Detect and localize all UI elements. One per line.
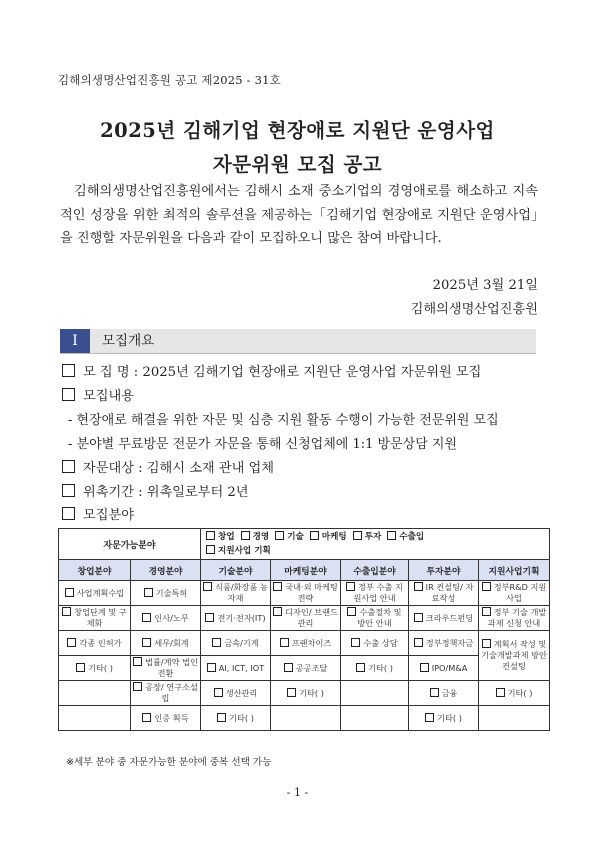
table-row xyxy=(59,706,550,731)
section-header xyxy=(60,329,536,354)
field-option-label: 수출 상담 xyxy=(363,637,398,648)
option-management[interactable]: 경영 xyxy=(241,532,270,542)
checkbox-icon[interactable] xyxy=(76,663,85,672)
table-cell xyxy=(479,706,550,731)
table-cell xyxy=(131,606,201,631)
option-export-import[interactable]: 수출입 xyxy=(387,532,424,542)
announcement-date: 2025년 3월 21일 xyxy=(432,278,538,293)
table-row xyxy=(59,581,550,606)
checkbox-icon xyxy=(387,531,396,540)
table-cell xyxy=(201,631,271,656)
table-cell xyxy=(409,656,479,681)
field-option-label: 식품/화장품 농자재 xyxy=(215,582,268,603)
checkbox-icon[interactable] xyxy=(214,688,223,697)
checkbox-icon xyxy=(241,531,250,540)
checkbox-icon[interactable] xyxy=(207,663,216,672)
table-cell xyxy=(409,706,479,731)
checkbox-icon xyxy=(62,388,75,401)
option-startup[interactable]: 창업 xyxy=(206,532,235,542)
fields-table xyxy=(58,528,550,731)
field-option-label: 정부R&D 지원사업 xyxy=(493,582,547,603)
table-body xyxy=(59,581,550,731)
field-option-label: 전기·전자(IT) xyxy=(217,612,266,623)
table-cell xyxy=(131,581,201,606)
checkbox-icon[interactable] xyxy=(420,663,429,672)
checkbox-icon[interactable] xyxy=(284,663,293,672)
field-option-label: 금속/기계 xyxy=(224,637,259,648)
item-period: 위촉기간 : 위촉일로부터 2년 xyxy=(62,481,249,500)
field-option-label: 생산관리 xyxy=(225,687,258,698)
table-cell xyxy=(479,606,550,631)
checkbox-icon[interactable] xyxy=(482,582,491,591)
table-row xyxy=(59,606,550,631)
field-option-label: 인사/노무 xyxy=(154,612,189,623)
checkbox-icon[interactable] xyxy=(205,613,214,622)
field-option-label: 기타( ) xyxy=(437,712,462,723)
checkbox-icon xyxy=(353,531,362,540)
field-option-label: 기타( ) xyxy=(299,687,324,698)
field-option-label: 정부정책자금 xyxy=(425,637,474,648)
organization-name: 김해의생명산업진흥원 xyxy=(410,302,538,317)
checkbox-icon[interactable] xyxy=(414,582,423,591)
field-option-label: 창업단계 및 구체화 xyxy=(74,607,127,628)
field-option-label: 기술특허 xyxy=(155,587,188,598)
field-option-label: 세무/회계 xyxy=(154,637,189,648)
table-cell xyxy=(479,631,550,681)
column-header: 지원사업기획 xyxy=(479,560,550,581)
table-cell xyxy=(271,581,341,606)
checkbox-icon[interactable] xyxy=(67,638,76,647)
option-technology[interactable]: 기술 xyxy=(275,532,304,542)
field-option-label: 사업계획수립 xyxy=(76,587,125,598)
field-option-label: 공장/ 연구소설립 xyxy=(145,682,198,703)
table-cell xyxy=(271,656,341,681)
table-cell xyxy=(409,606,479,631)
field-option-label: 정부 수출 지원사업 안내 xyxy=(353,582,403,603)
item-target: 자문대상 : 김해시 소재 관내 업체 xyxy=(62,457,274,476)
sub-item: - 현장애로 해결을 위한 자문 및 심층 지원 활동 수행이 가능한 전문위원 모집 xyxy=(68,413,499,428)
field-option-label: 국내·외 마케팅 전략 xyxy=(285,582,338,603)
checkbox-icon[interactable] xyxy=(482,639,491,648)
table-cell xyxy=(341,656,409,681)
table-cell xyxy=(131,631,201,656)
field-option-label: 정부 기술 개발과제 신청 안내 xyxy=(487,607,547,628)
checkbox-icon xyxy=(62,364,75,377)
table-row xyxy=(59,631,550,656)
table-cell xyxy=(341,581,409,606)
checkbox-icon[interactable] xyxy=(356,663,365,672)
table-cell xyxy=(59,656,131,681)
checkbox-icon xyxy=(62,484,75,497)
field-option-label: 기타( ) xyxy=(229,712,254,723)
field-option-label: IR 컨설팅/ 자료작성 xyxy=(425,582,474,603)
table-header-row xyxy=(59,560,550,581)
field-option-label: 각종 인허가 xyxy=(79,637,122,648)
checkbox-icon[interactable] xyxy=(133,682,142,691)
table-cell xyxy=(59,631,131,656)
table-cell xyxy=(341,706,409,731)
checkbox-icon xyxy=(310,531,319,540)
page-number: - 1 - xyxy=(286,786,309,799)
checkbox-icon[interactable] xyxy=(414,638,423,647)
table-cell xyxy=(131,681,201,706)
table-cell xyxy=(271,631,341,656)
checkbox-icon[interactable] xyxy=(430,688,439,697)
field-option-label: 기타( ) xyxy=(507,687,533,698)
checkbox-icon[interactable] xyxy=(62,607,71,616)
checkbox-icon[interactable] xyxy=(414,613,423,622)
checkbox-icon[interactable] xyxy=(142,638,151,647)
table-cell xyxy=(341,681,409,706)
table-cell xyxy=(479,581,550,606)
table-cell xyxy=(341,606,409,631)
option-marketing[interactable]: 마케팅 xyxy=(310,532,347,542)
checkbox-icon xyxy=(62,460,75,473)
checkbox-icon[interactable] xyxy=(482,607,491,616)
table-cell xyxy=(201,606,271,631)
checkbox-icon[interactable] xyxy=(351,638,360,647)
available-fields-label: 자문가능분야 xyxy=(59,529,201,560)
checkbox-icon[interactable] xyxy=(203,582,212,591)
section-number: Ⅰ xyxy=(60,329,90,353)
field-option-label: AI, ICT, IOT xyxy=(218,662,265,673)
checkbox-icon[interactable] xyxy=(65,588,74,597)
field-option-label: 인증 획득 xyxy=(154,712,189,723)
checkbox-icon[interactable] xyxy=(496,688,505,697)
checkbox-icon[interactable] xyxy=(347,607,356,616)
checkbox-icon[interactable] xyxy=(144,588,153,597)
column-header: 마케팅분야 xyxy=(271,560,341,581)
table-cell xyxy=(409,631,479,656)
field-option-label: 디자인/ 브랜드 관리 xyxy=(285,607,338,628)
table-cell xyxy=(59,606,131,631)
table-cell xyxy=(201,656,271,681)
table-cell xyxy=(59,706,131,731)
option-support-planning[interactable]: 지원사업 기획 xyxy=(206,546,271,556)
page-title: 2025년 김해기업 현장애로 지원단 운영사업 xyxy=(100,119,495,142)
table-row xyxy=(59,656,550,681)
field-option-label: 수출절차 및 방안 안내 xyxy=(357,607,402,628)
field-option-label: 기타( ) xyxy=(88,662,113,673)
table-cell xyxy=(59,681,131,706)
checkbox-icon[interactable] xyxy=(142,613,151,622)
item-fields: 모집분야 xyxy=(62,504,134,523)
option-investment[interactable]: 투자 xyxy=(353,532,382,542)
table-cell xyxy=(479,681,550,706)
intro-paragraph: 김해의생명산업진흥원에서는 김해시 소재 중소기업의 경영애로를 해소하고 지속적인 성장을 위한 최적의 솔루션을 제공하는「김해기업 현장애로 지원단 운영사업」을 진행할 자문위원을 다음과 같이 모집하오니 많은 참여 바랍니다. xyxy=(60,184,538,247)
checkbox-icon xyxy=(62,507,75,520)
checkbox-icon[interactable] xyxy=(346,582,355,591)
column-header: 경영분야 xyxy=(131,560,201,581)
page-subtitle: 자문위원 모집 공고 xyxy=(212,153,383,176)
checkbox-icon xyxy=(206,545,215,554)
checkbox-icon[interactable] xyxy=(217,713,226,722)
table-cell xyxy=(409,581,479,606)
checkbox-icon xyxy=(206,531,215,540)
table-cell xyxy=(271,681,341,706)
table-cell xyxy=(201,681,271,706)
sub-item: - 분야별 무료방문 전문가 자문을 통해 신청업체에 1:1 방문상담 지원 xyxy=(68,437,458,452)
table-cell xyxy=(201,706,271,731)
column-header: 창업분야 xyxy=(59,560,131,581)
available-fields-options xyxy=(201,529,550,560)
table-row xyxy=(59,681,550,706)
table-cell xyxy=(131,706,201,731)
item-recruit-name: 모 집 명 : 2025년 김해기업 현장애로 지원단 운영사업 자문위원 모집 xyxy=(62,361,481,380)
field-option-label: 프랜차이즈 xyxy=(291,637,332,648)
column-header: 투자분야 xyxy=(409,560,479,581)
table-cell xyxy=(271,606,341,631)
table-cell xyxy=(271,706,341,731)
checkbox-icon[interactable] xyxy=(280,638,289,647)
field-option-label: IPO/M&A xyxy=(431,662,468,673)
table-cell xyxy=(131,656,201,681)
table-cell xyxy=(59,581,131,606)
column-header: 기술분야 xyxy=(201,560,271,581)
field-option-label: 법률/계약 법인전환 xyxy=(145,657,198,678)
checkbox-icon[interactable] xyxy=(273,582,282,591)
checkbox-icon[interactable] xyxy=(287,688,296,697)
checkbox-icon[interactable] xyxy=(212,638,221,647)
document-number: 김해의생명산업진흥원 공고 제2025 - 31호 xyxy=(58,73,281,87)
table-cell xyxy=(201,581,271,606)
checkbox-icon[interactable] xyxy=(425,713,434,722)
checkbox-icon[interactable] xyxy=(273,607,282,616)
checkbox-icon[interactable] xyxy=(142,713,151,722)
field-option-label: 공공조달 xyxy=(295,662,328,673)
item-recruit-content: 모집내용 xyxy=(62,385,134,404)
table-cell xyxy=(341,631,409,656)
field-option-label: 크라우드펀딩 xyxy=(425,612,474,623)
table-cell xyxy=(409,681,479,706)
column-header: 수출입분야 xyxy=(341,560,409,581)
field-option-label: 계획서 작성 및 기술개발과제 방안 컨설팅 xyxy=(481,639,547,671)
section-title: 모집개요 xyxy=(102,333,155,349)
footnote: ※세부 분야 중 자문가능한 분야에 중복 선택 가능 xyxy=(66,757,272,768)
field-option-label: 금융 xyxy=(441,687,458,698)
checkbox-icon xyxy=(275,531,284,540)
checkbox-icon[interactable] xyxy=(133,657,142,666)
field-option-label: 기타( ) xyxy=(368,662,393,673)
